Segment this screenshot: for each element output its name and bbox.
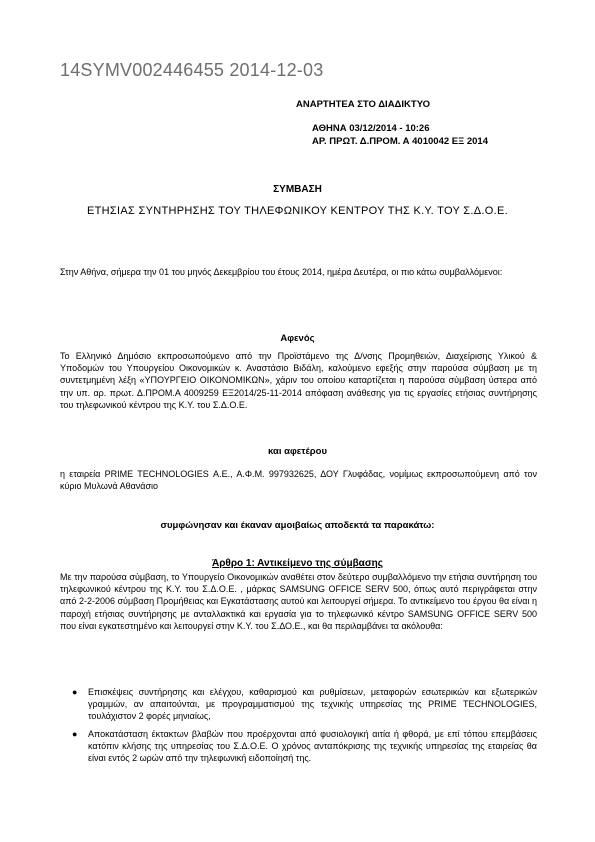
contract-subtitle: ΕΤΗΣΙΑΣ ΣΥΝΤΗΡΗΣΗΣ ΤΟΥ ΤΗΛΕΦΩΝΙΚΟΥ ΚΕΝΤΡΟΥ ΤΗΣ Κ.Υ. ΤΟΥ Σ.Δ.Ο.Ε. <box>87 205 508 217</box>
posting-notice: ΑΝΑΡΤΗΤΕΑ ΣΤΟ ΔΙΑΔΙΚΤΥΟ <box>296 99 431 110</box>
document-id-watermark: 14SYMV002446455 2014-12-03 <box>60 60 324 80</box>
bullet-text: Αποκατάσταση έκτακτων βλαβών που προέρχονται από φυσιολογική αιτία ή φθορά, με επί τόπου επεμβάσεις κατόπιν κλήσης της υπηρεσίας του Σ.Δ.Ο.Ε. Ο χρόνος ανταπόκρισης της τεχνικής υπηρεσίας της εταιρείας θα είναι εντός 2 ωρών από την τηλεφωνική ειδοποίησή της. <box>88 729 537 764</box>
intro-paragraph: Στην Αθήνα, σήμερα την 01 του μηνός Δεκεμβρίου του έτους 2014, ημέρα Δευτέρα, οι πιο κάτω συμβαλλόμενοι: <box>60 267 503 277</box>
bullet-text: Επισκέψεις συντήρησης και ελέγχου, καθαρισμού και ρυθμίσεων, μεταφορών εσωτερικών και εξωτερικών γραμμών, αν απαιτούνται, με προγραμματισμού της τεχνικής υπηρεσίας της PRIME TECHNOLOGIES, τουλάχιστον 2 φορές μηνιαίως, <box>88 687 537 722</box>
party-b-heading: και αφετέρου <box>268 446 327 457</box>
bullet-icon: ● <box>72 687 78 697</box>
article-1-paragraph: Με την παρούσα σύμβαση, το Υπουργείο Οικονομικών αναθέτει στον δεύτερο συμβαλλόμενο την ετήσια συντήρηση του τηλεφωνικού κέντρου της Κ.Υ. του Σ.Δ.Ο.Ε. , μάρκας SAMSUNG OFFICE SERV 500, όπως αυτό περιγράφεται στην από 2-2-2006 σύμβαση Προμήθειας και Εγκατάστασης αυτού και λειτουργεί σήμερα. Το αντικείμενο του έργου θα είναι η παροχή ετήσιας συντήρησης με ανταλλακτικά και εργασία για το τηλεφωνικό κέντρο SAMSUNG OFFICE SERV 500 που είναι εγκατεστημένο και λειτουργεί στην Κ.Υ. του Σ.ΔΟ.Ε., και θα περιλαμβάνει τα ακόλουθα: <box>60 572 537 631</box>
bullet-icon: ● <box>72 729 78 739</box>
protocol-line: ΑΡ. ΠΡΩΤ. Δ.ΠΡΟΜ. Α 4010042 ΕΞ 2014 <box>312 136 489 147</box>
date-line: ΑΘΗΝΑ 03/12/2014 - 10:26 <box>312 123 430 134</box>
contract-title: ΣΥΜΒΑΣΗ <box>273 184 322 195</box>
agreement-line: συμφώνησαν και έκαναν αμοιβαίως αποδεκτά τα παρακάτω: <box>160 520 435 531</box>
party-a-paragraph: Το Ελληνικό Δημόσιο εκπροσωπούμενο από την Προϊστάμενο της Δ/νσης Προμηθειών, Διαχείρισης Υλικού & Υποδομών του Υπουργείου Οικονομικών κ. Αναστάσιο Βιδάλη, καλούμενο εφεξής στην παρούσα σύμβαση με τη συντετμημένη λέξη «ΥΠΟΥΡΓΕΙΟ ΟΙΚΟΝΟΜΙΚΩΝ», χάριν του οποίου καταρτίζεται η παρούσα σύμβαση ύστερα από την υπ. αρ. πρωτ. Δ.ΠΡΟΜ.Α 4009259 ΕΞ2014/25-11-2014 απόφαση ανάθεσης για τις εργασίες ετήσιας συντήρησης του τηλεφωνικού κέντρου της Κ.Υ. του Σ.Δ.Ο.Ε. <box>60 351 537 410</box>
party-b-paragraph: η εταιρεία PRIME TECHNOLOGIES Α.Ε., Α.Φ.Μ. 997932625, ΔΟΥ Γλυφάδας, νομίμως εκπροσωπούμενη από τον κύριο Μυλωνά Αθανάσιο <box>60 469 537 492</box>
article-1-title: Άρθρο 1: Αντικείμενο της σύμβασης <box>212 558 383 569</box>
party-a-heading: Αφενός <box>280 333 315 344</box>
